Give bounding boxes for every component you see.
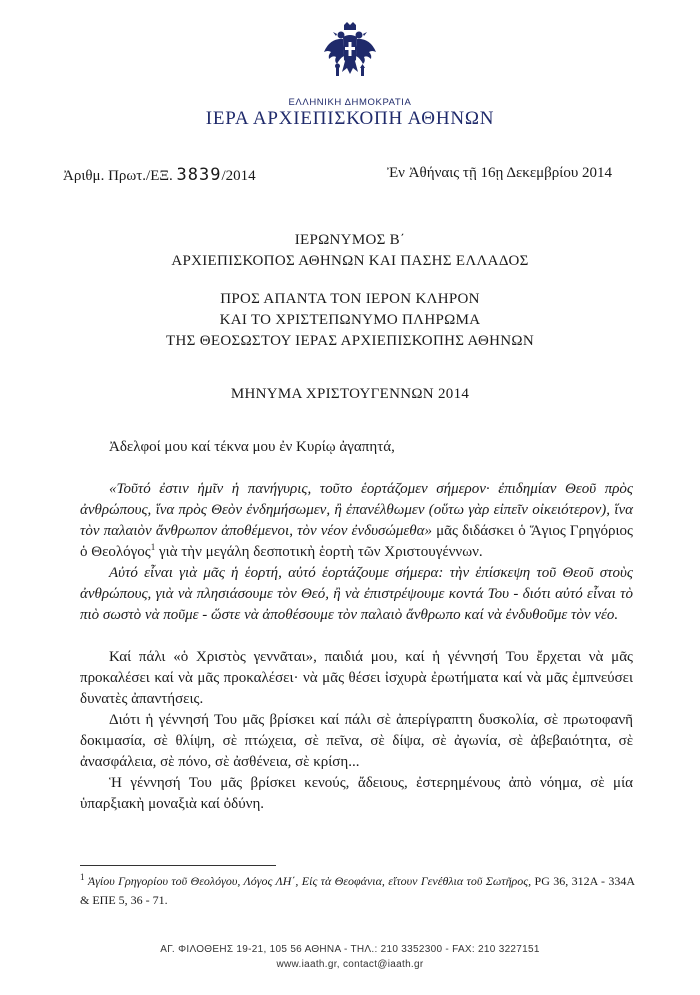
- footnote-citation: Ἁγίου Γρηγορίου τοῦ Θεολόγου, Λόγος ΛΗ΄, Εἰς τὰ Θεοφάνια, εἴτουν Γενέθλια τοῦ Σωτῆρος,: [87, 874, 532, 888]
- paragraph-3: Καί πάλι «ὁ Χριστὸς γεννᾶται», παιδιά μου, καί ἡ γέννησή Του ἔρχεται νὰ μᾶς προκαλέσει καί νὰ μᾶς προκαλέσει· νὰ μᾶς θέσει ἰσχυρὰ ἐρωτήματα καί νὰ μᾶς ἐμπνεύσει δυνατὲς ἀπαντήσεις.: [80, 649, 633, 707]
- protocol-handwritten-number: 3839: [176, 165, 222, 185]
- message-title: ΜΗΝΥΜΑ ΧΡΙΣΤΟΥΓΕΝΝΩΝ 2014: [230, 386, 470, 402]
- sender-title: ΑΡΧΙΕΠΙΣΚΟΠΟΣ ΑΘΗΝΩΝ ΚΑΙ ΠΑΣΗΣ ΕΛΛΑΔΟΣ: [171, 253, 529, 269]
- recipient-line-1: ΠΡΟΣ ΑΠΑΝΤΑ ΤΟΝ ΙΕΡΟΝ ΚΛΗΡΟΝ: [220, 291, 480, 307]
- protocol-prefix: Ἀριθμ. Πρωτ./ΕΞ.: [63, 168, 173, 184]
- republic-label: ΕΛΛΗΝΙΚΗ ΔΗΜΟΚΡΑΤΙΑ: [288, 97, 412, 108]
- recipient-line-3: ΤΗΣ ΘΕΟΣΩΣΤΟΥ ΙΕΡΑΣ ΑΡΧΙΕΠΙΣΚΟΠΗΣ ΑΘΗΝΩΝ: [166, 333, 534, 349]
- footnote: [80, 872, 635, 910]
- quote-attribution: μᾶς διδάσκει ὁ Ἅγιος Γρηγόριος ὁ Θεολόγος: [80, 523, 633, 560]
- quote-ending: γιὰ τὴν μεγάλη δεσποτικὴ ἑορτὴ τῶν Χριστουγέννων.: [155, 544, 483, 560]
- message-body: [80, 437, 633, 815]
- protocol-suffix: /2014: [221, 168, 256, 184]
- paragraph-2: [80, 563, 633, 626]
- sender-name: ΙΕΡΩΝΥΜΟΣ Β΄: [294, 232, 406, 248]
- footer-web: www.iaath.gr, contact@iaath.gr: [276, 959, 424, 970]
- footnote-number: 1: [80, 872, 85, 882]
- salutation: Ἀδελφοί μου καί τέκνα μου ἐν Κυρίῳ ἀγαπητά,: [109, 439, 395, 455]
- double-headed-eagle-icon: [322, 22, 378, 82]
- paragraph-2-text: Αὐτό εἶναι γιὰ μᾶς ἡ ἑορτή, αὐτό ἑορτάζουμε σήμερα: τὴν ἐπίσκεψη τοῦ Θεοῦ στοὺς ἀνθρώπους, γιὰ νὰ πλησιάσουμε τὸν Θεό, ἢ νὰ ἐπιστρέψουμε κοντά Του - διότι αὐτό εἶναι τὸ πιὸ σωστὸ νὰ ποῦμε - ὥστε νὰ ἀποθέσουμε τὸν παλαιὸ ἄνθρωπο καί νὰ ἐνδυθοῦμε τὸν νέο.: [80, 565, 633, 623]
- place-date: Ἐν Ἀθήναις τῇ 16ῃ Δεκεμβρίου 2014: [386, 165, 612, 181]
- footnote-divider: [80, 865, 276, 866]
- footnote-reference: PG 36, 312Α - 334Α & ΕΠΕ 5, 36 - 71.: [80, 874, 636, 907]
- quote-text: «Τοῦτό ἐστιν ἡμῖν ἡ πανήγυρις, τοῦτο ἑορτάζομεν σήμερον· ἐπιδημίαν Θεοῦ πρὸς ἀνθρώπους, ἵνα πρὸς Θεὸν ἐνδημήσωμεν, ἢ ἐπανέλθωμεν (οὕτω γὰρ εἰπεῖν οἰκειότερον), ἵνα τὸν παλαιὸν ἄνθρωπον ἀποθέμενοι, τὸν νέον ἐνδυσώμεθα»: [80, 481, 633, 539]
- paragraph-5: Ἡ γέννησή Του μᾶς βρίσκει κενούς, ἄδειους, ἐστερημένους ἀπὸ νόημα, σὲ μία ὑπαρξιακὴ μοναξιὰ καί ὀδύνη.: [80, 775, 633, 812]
- footnote-ref: 1: [150, 542, 156, 552]
- recipient-line-2: ΚΑΙ ΤΟ ΧΡΙΣΤΕΠΩΝΥΜΟ ΠΛΗΡΩΜΑ: [219, 312, 481, 328]
- paragraph-quote: [80, 479, 633, 563]
- paragraph-4: Διότι ἡ γέννησή Του μᾶς βρίσκει καί πάλι σὲ ἀπερίγραπτη δυσκολία, σὲ πρωτοφανῆ δοκιμασία, σὲ θλίψη, σὲ πτώχεια, σὲ πεῖνα, σὲ δίψα, σὲ ἀγωνία, σὲ ἀβεβαιότητα, σὲ ἀνασφάλεια, σὲ πόνο, σὲ ἀσθένεια, σὲ κρίση...: [80, 712, 633, 770]
- protocol-number: [63, 165, 256, 185]
- footer-address: ΑΓ. ΦΙΛΟΘΕΗΣ 19-21, 105 56 ΑΘΗΝΑ - ΤΗΛ.: 210 3352300 - FAX: 210 3227151: [160, 944, 540, 955]
- archdiocese-name: ΙΕΡΑ ΑΡΧΙΕΠΙΣΚΟΠΗ ΑΘΗΝΩΝ: [205, 108, 495, 129]
